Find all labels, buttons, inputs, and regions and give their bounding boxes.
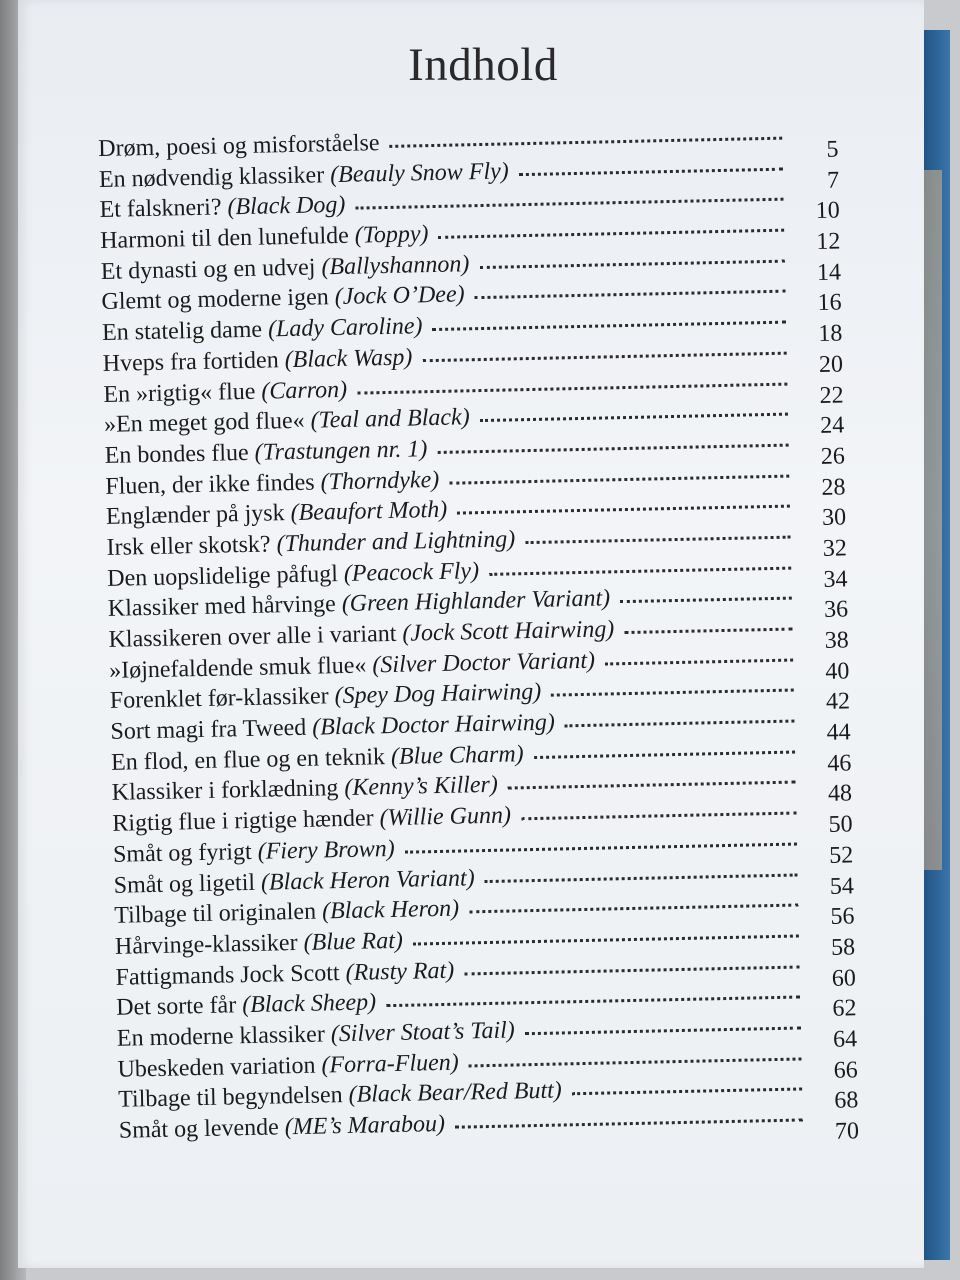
toc-entry-fly-name: (Beaufort Moth): [290, 497, 448, 527]
toc-entry-fly-name: (Black Bear/Red Butt): [348, 1077, 563, 1109]
toc-entry-title: Forenklet før-klassiker: [109, 683, 329, 715]
toc-entry-title: Fattigmands Jock Scott: [115, 959, 340, 991]
toc-entry-title: Klassiker med hårvinge: [107, 591, 337, 623]
dot-leader: [480, 412, 788, 422]
dot-leader: [432, 320, 786, 331]
toc-entry-fly-name: (Thunder and Lightning): [276, 526, 516, 558]
toc-entry-page-number: 36: [823, 596, 849, 624]
toc-entry-title: En statelig dame: [101, 316, 263, 347]
toc-entry-title: Irsk eller skotsk?: [106, 531, 271, 561]
toc-entry-page-number: 68: [834, 1087, 859, 1115]
toc-entry-title: En moderne klassiker: [116, 1021, 326, 1052]
toc-entry-title: Fluen, der ikke findes: [105, 469, 315, 500]
dot-leader: [525, 535, 790, 545]
toc-entry-page-number: 12: [816, 228, 841, 256]
dot-leader: [521, 811, 796, 821]
toc-entry-fly-name: (Carron): [261, 376, 348, 405]
toc-entry-fly-name: (Teal and Black): [310, 404, 470, 434]
toc-entry-page-number: 24: [819, 412, 845, 440]
toc-entry-fly-name: (Ballyshannon): [321, 251, 470, 281]
dot-leader: [624, 627, 792, 635]
toc-entry-page-number: 28: [821, 473, 846, 501]
toc-entry-page-number: 66: [833, 1056, 858, 1084]
toc-entry-page-number: 34: [823, 566, 848, 593]
toc-entry-page-number: 20: [818, 351, 844, 378]
toc-entry-page-number: 22: [819, 381, 844, 409]
toc-entry-title: Et dynasti og en udvej: [100, 254, 316, 285]
toc-entry-title: Det sorte får: [115, 992, 237, 1022]
dot-leader: [508, 780, 796, 790]
toc-entry-fly-name: (Forra-Fluen): [321, 1049, 459, 1079]
toc-entry-fly-name: (Peacock Fly): [343, 557, 480, 587]
toc-entry-page-number: 26: [820, 443, 846, 470]
toc-entry-fly-name: (Rusty Rat): [345, 957, 455, 986]
dot-leader: [449, 473, 789, 484]
dot-leader: [390, 136, 783, 148]
toc-entry-fly-name: (Willie Gunn): [379, 802, 512, 832]
dot-leader: [565, 719, 795, 728]
toc-entry-title: Englænder på jysk: [105, 500, 285, 531]
toc-entry-title: Småt og levende: [118, 1114, 280, 1144]
dot-leader: [519, 166, 783, 176]
toc-entry-fly-name: (Trastungen nr. 1): [254, 436, 428, 466]
dot-leader: [534, 749, 795, 758]
toc-entry-fly-name: (Black Dog): [227, 192, 346, 221]
toc-entry-fly-name: (Green Highlander Variant): [341, 585, 611, 618]
toc-entry-title: En nødvendig klassiker: [98, 161, 325, 193]
toc-entry-page-number: 46: [827, 750, 852, 777]
toc-entry-fly-name: (Toppy): [354, 221, 429, 249]
dot-leader: [551, 688, 794, 697]
toc-entry-title: Rigtig flue i rigtige hænder: [112, 805, 374, 837]
toc-entry-page-number: 40: [825, 658, 850, 685]
toc-entry-page-number: 18: [818, 320, 843, 348]
toc-entry-fly-name: (ME’s Marabou): [284, 1110, 446, 1141]
toc-entry-title: Klassiker i forklædning: [111, 775, 339, 807]
toc-entry-fly-name: (Blue Rat): [303, 927, 404, 956]
toc-entry-fly-name: (Lady Caroline): [267, 313, 423, 343]
dot-leader: [572, 1087, 802, 1096]
dot-leader: [620, 596, 792, 604]
toc-entry-fly-name: (Black Heron): [321, 895, 460, 925]
dot-leader: [439, 228, 785, 239]
dot-leader: [357, 381, 787, 394]
dot-leader: [469, 903, 798, 914]
toc-entry-page-number: 32: [822, 535, 848, 562]
toc-entry-title: Den uopslidelige påfugl: [106, 560, 339, 592]
toc-entry-fly-name: (Black Sheep): [241, 989, 377, 1019]
dot-leader: [485, 872, 798, 883]
dot-leader: [479, 258, 784, 268]
toc-entry-page-number: 54: [829, 872, 855, 900]
toc-entry-title: Tilbage til originalen: [114, 898, 317, 930]
toc-entry-fly-name: (Beauly Snow Fly): [329, 158, 510, 188]
toc-entry-title: Sort magi fra Tweed: [110, 714, 307, 745]
toc-entry-fly-name: (Jock O’Dee): [334, 281, 465, 311]
toc-entry-fly-name: (Black Heron Variant): [260, 864, 475, 896]
toc-entry-page-number: 52: [828, 842, 854, 869]
dot-leader: [422, 350, 786, 362]
toc-entry-title: Glemt og moderne igen: [101, 284, 329, 316]
table-of-contents: [98, 121, 859, 1149]
toc-entry-page-number: 30: [821, 504, 847, 532]
toc-entry-title: En bondes flue: [104, 439, 249, 469]
page-edge-tint: [922, 170, 942, 870]
toc-entry-fly-name: (Spey Dog Hairwing): [334, 679, 542, 710]
toc-entry-fly-name: (Black Wasp): [284, 344, 413, 373]
toc-entry-page-number: 14: [816, 259, 842, 286]
book-page: [18, 0, 924, 1268]
dot-leader: [455, 1117, 803, 1128]
toc-entry-title: Småt og ligetil: [113, 869, 256, 899]
toc-entry-fly-name: (Blue Charm): [390, 740, 524, 770]
dot-leader: [386, 995, 800, 1008]
toc-entry-page-number: 10: [815, 197, 841, 225]
toc-entry-page-number: 48: [827, 780, 853, 808]
dot-leader: [437, 442, 788, 453]
page-title: Indhold: [408, 39, 558, 91]
toc-entry-page-number: 16: [817, 289, 842, 317]
toc-entry-title: En »rigtig« flue: [103, 378, 256, 408]
toc-entry-fly-name: (Fiery Brown): [257, 835, 395, 865]
toc-entry-title: Harmoni til den lunefulde: [99, 222, 350, 255]
toc-entry-page-number: 38: [824, 627, 849, 654]
toc-entry-title: Tilbage til begyndelsen: [117, 1082, 343, 1114]
dot-leader: [457, 504, 790, 515]
toc-entry-page-number: 62: [832, 995, 857, 1023]
dot-leader: [405, 841, 797, 853]
toc-entry-title: Et falskneri?: [99, 194, 222, 224]
toc-entry-page-number: 50: [828, 811, 853, 838]
dot-leader: [469, 1056, 802, 1067]
toc-entry-title: Klassikeren over alle i variant: [108, 620, 397, 653]
dot-leader: [489, 565, 791, 575]
toc-entry-title: Hårvinge-klassiker: [114, 929, 298, 960]
dot-leader: [605, 657, 793, 665]
toc-entry-page-number: 64: [832, 1026, 858, 1053]
toc-entry-title: »En meget god flue«: [103, 407, 305, 439]
dot-leader: [525, 1025, 801, 1035]
toc-entry-fly-name: (Silver Stoat’s Tail): [330, 1017, 516, 1048]
toc-entry-title: En flod, en flue og en teknik: [110, 743, 386, 776]
dot-leader: [413, 933, 799, 945]
toc-entry-title: Drøm, poesi og misforståelse: [98, 130, 380, 162]
dot-leader: [475, 289, 786, 300]
toc-entry-page-number: 5: [826, 136, 839, 163]
toc-entry-page-number: 58: [830, 934, 856, 961]
toc-entry-fly-name: (Thorndyke): [320, 466, 440, 495]
toc-entry-fly-name: (Black Doctor Hairwing): [311, 709, 556, 741]
toc-entry-title: Småt og fyrigt: [112, 838, 252, 868]
toc-entry-page-number: 70: [834, 1118, 860, 1145]
toc-entry-page-number: 7: [826, 167, 840, 194]
toc-entry-page-number: 56: [830, 903, 855, 931]
toc-entry-title: Ubeskeden variation: [117, 1052, 316, 1083]
dot-leader: [355, 197, 783, 210]
toc-entry-title: Hveps fra fortiden: [102, 347, 279, 377]
toc-entry-fly-name: (Jock Scott Hairwing): [402, 616, 615, 647]
dot-leader: [464, 964, 799, 975]
toc-entry-page-number: 60: [831, 964, 857, 992]
toc-entry-page-number: 42: [825, 688, 851, 716]
toc-entry-title: »Iøjnefaldende smuk flue«: [108, 652, 367, 684]
toc-entry-page-number: 44: [826, 719, 851, 746]
toc-entry-fly-name: (Silver Doctor Variant): [372, 647, 596, 679]
toc-entry-fly-name: (Kenny’s Killer): [344, 772, 499, 802]
